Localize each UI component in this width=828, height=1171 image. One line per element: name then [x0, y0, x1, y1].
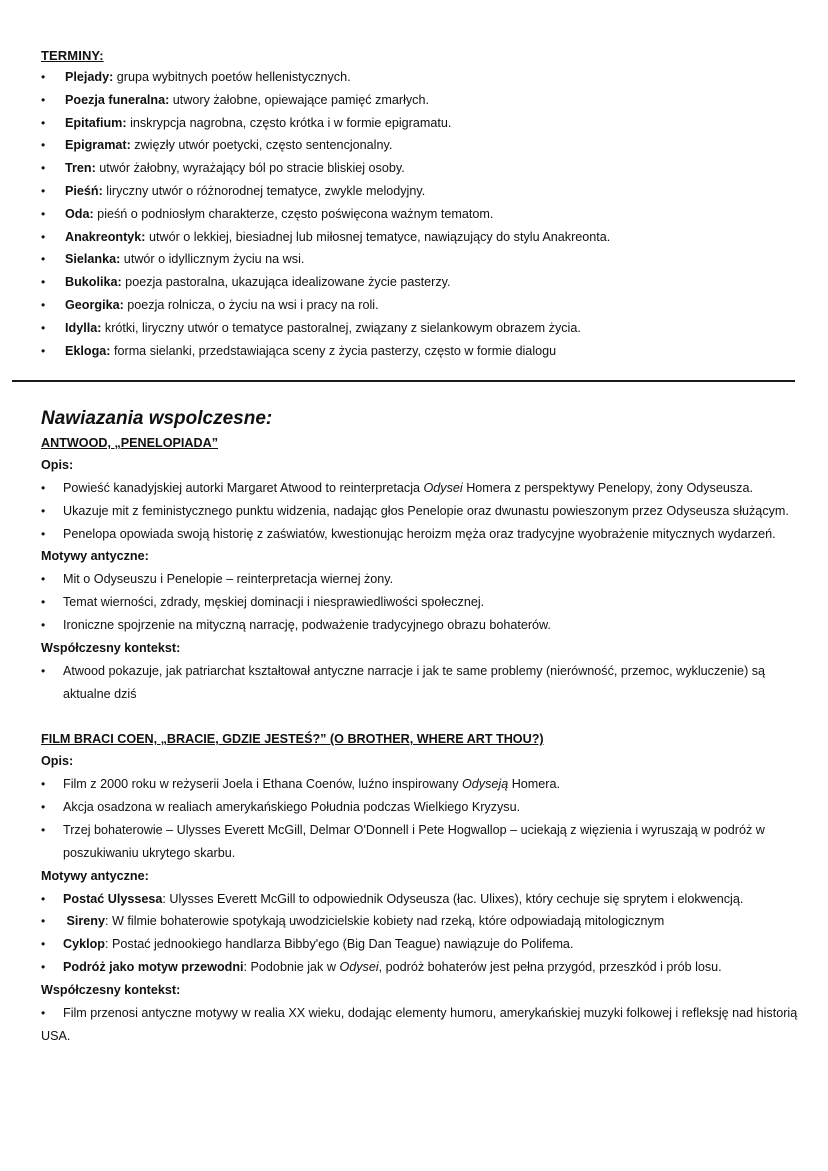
term-definition: utwory żałobne, opiewające pamięć zmarłych. — [169, 92, 429, 107]
item-text: Film z 2000 roku w reżyserii Joela i Ethana Coenów, luźno inspirowany — [63, 777, 462, 792]
term-definition: utwór żałobny, wyrażający ból po stracie bliskiej osoby. — [95, 161, 405, 176]
item-term: Podróż jako motyw przewodni — [63, 959, 244, 974]
bullet-icon: • — [41, 503, 46, 518]
penelopiada-motywy-label: Motywy antyczne: — [41, 549, 149, 564]
term-item — [41, 294, 811, 317]
term-name: Poezja funeralna: — [65, 92, 170, 107]
bullet-icon: • — [41, 138, 46, 153]
spacer — [41, 705, 811, 728]
item-text: Powieść kanadyjskiej autorki Margaret Atwood to reinterpretacja — [63, 481, 424, 495]
penelopiada-kontekst-label: Współczesny kontekst: — [41, 640, 181, 655]
item-text: Homera z perspektywy Penelopy, żony Odyseusza. — [462, 481, 753, 495]
term-item — [41, 157, 811, 180]
bullet-icon: • — [41, 183, 46, 198]
film-kontekst-list — [41, 1002, 811, 1048]
item-emphasis: Odyseją — [462, 777, 509, 792]
modern-references-heading: Nawiazania wspolczesne: — [41, 408, 273, 429]
item-text: , podróż bohaterów jest pełna przygód, przeszkód i prób losu. — [378, 959, 722, 974]
list-item — [41, 773, 811, 796]
list-item — [41, 819, 811, 865]
film-opis-list — [41, 773, 811, 864]
bullet-icon: • — [41, 115, 46, 130]
term-name: Ekloga: — [65, 343, 111, 358]
term-item — [41, 226, 811, 249]
term-name: Plejady: — [65, 70, 114, 84]
term-item — [41, 271, 811, 294]
terms-section — [41, 47, 811, 362]
term-definition: pieśń o podniosłym charakterze, często poświęcona ważnym tematom. — [93, 206, 494, 221]
bullet-icon: • — [41, 617, 46, 632]
terms-heading: TERMINY: — [41, 48, 104, 63]
term-name: Idylla: — [65, 320, 102, 335]
item-term: Postać Ulyssesa — [63, 891, 163, 906]
term-definition: poezja pastoralna, ukazująca idealizowane życie pasterzy. — [121, 275, 451, 290]
penelopiada-opis-label: Opis: — [41, 458, 74, 472]
penelopiada-opis-list — [41, 477, 811, 545]
film-motywy-list — [41, 888, 811, 979]
bullet-icon: • — [41, 914, 46, 929]
term-definition: zwięzły utwór poetycki, często sentencjonalny. — [130, 138, 393, 153]
penelopiada-title: ANTWOOD, „PENELOPIADA” — [41, 436, 219, 450]
list-item — [41, 888, 811, 911]
bullet-icon: • — [41, 526, 46, 541]
item-text: Ukazuje mit z feministycznego punktu widzenia, nadając głos Penelopie oraz dwunastu powieszonym przez Odyseusza służącym. — [63, 503, 789, 518]
item-term: Sireny — [66, 914, 106, 929]
term-definition: grupa wybitnych poetów hellenistycznych. — [113, 70, 351, 84]
item-text: Mit o Odyseuszu i Penelopie – reinterpretacja wiernej żony. — [63, 572, 394, 587]
term-item — [41, 248, 811, 271]
film-motywy-label: Motywy antyczne: — [41, 868, 149, 883]
list-item — [41, 1002, 811, 1048]
term-item — [41, 180, 811, 203]
list-item — [41, 568, 811, 591]
list-item — [41, 910, 811, 933]
item-emphasis: Odysei — [339, 959, 379, 974]
term-item — [41, 89, 811, 112]
bullet-icon: • — [41, 275, 46, 290]
term-name: Oda: — [65, 206, 94, 221]
bullet-icon: • — [41, 343, 46, 358]
term-item — [41, 340, 811, 363]
bullet-icon: • — [41, 1005, 46, 1020]
item-text: Ironiczne spojrzenie na mityczną narrację, podważenie tradycyjnego obrazu bohaterów. — [63, 617, 551, 632]
bullet-icon: • — [41, 959, 46, 974]
list-item — [41, 591, 811, 614]
bullet-icon: • — [41, 937, 46, 952]
bullet-icon: • — [41, 572, 46, 587]
list-item — [41, 956, 811, 979]
item-text: Atwood pokazuje, jak patriarchat kształtował antyczne narracje i jak te same problemy (nierówność, przemoc, wykluczenie) są aktualne dziś — [63, 663, 766, 701]
terms-list — [41, 66, 811, 362]
item-text: Homera. — [508, 777, 560, 792]
item-text: Trzej bohaterowie – Ulysses Everett McGill, Delmar O'Donnell i Pete Hogwallop – uciekają z więzienia i wyruszają w podróż w poszukiwaniu ukrytego skarbu. — [63, 822, 765, 860]
list-item — [41, 933, 811, 956]
bullet-icon: • — [41, 481, 46, 495]
list-item — [41, 523, 811, 546]
term-item — [41, 203, 811, 226]
term-item — [41, 317, 811, 340]
bullet-icon: • — [41, 595, 46, 610]
list-item — [41, 796, 811, 819]
item-text: : W filmie bohaterowie spotykają uwodzicielskie kobiety nad rzeką, które odpowiadają mitologicznym — [105, 914, 665, 929]
term-item — [41, 112, 811, 135]
bullet-icon: • — [41, 229, 46, 244]
item-text: : Postać jednookiego handlarza Bibby'ego (Big Dan Teague) nawiązuje do Polifema. — [105, 937, 574, 952]
term-definition: krótki, liryczny utwór o tematyce pastoralnej, związany z sielankowym obrazem życia. — [101, 320, 581, 335]
bullet-icon: • — [41, 663, 46, 678]
list-item — [41, 500, 811, 523]
bullet-icon: • — [41, 320, 46, 335]
item-text: Penelopa opowiada swoją historię z zaświatów, kwestionując heroizm męża oraz tradycyjne wyobrażenie mitycznych wydarzeń. — [63, 526, 776, 541]
bullet-icon: • — [41, 297, 46, 312]
list-item — [41, 660, 811, 706]
bullet-icon: • — [41, 92, 46, 107]
penelopiada-kontekst-list — [41, 660, 811, 706]
bullet-icon: • — [41, 252, 46, 267]
item-text: Akcja osadzona w realiach amerykańskiego Południa podczas Wielkiego Kryzysu. — [63, 800, 521, 815]
term-name: Epigramat: — [65, 138, 131, 153]
term-definition: utwór o lekkiej, biesiadnej lub miłosnej tematyce, nawiązujący do stylu Anakreonta. — [145, 229, 611, 244]
item-text: Temat wierności, zdrady, męskiej dominacji i niesprawiedliwości społecznej. — [63, 595, 485, 610]
film-kontekst-label: Współczesny kontekst: — [41, 982, 181, 997]
term-definition: poezja rolnicza, o życiu na wsi i pracy na roli. — [123, 297, 379, 312]
modern-references-section — [41, 407, 811, 1047]
term-definition: utwór o idyllicznym życiu na wsi. — [120, 252, 305, 267]
list-item — [41, 614, 811, 637]
list-item — [41, 477, 811, 500]
term-name: Pieśń: — [65, 183, 103, 198]
term-item — [41, 134, 811, 157]
bullet-icon: • — [41, 777, 46, 792]
term-name: Anakreontyk: — [65, 229, 146, 244]
bullet-icon: • — [41, 70, 46, 84]
term-name: Epitafium: — [65, 115, 127, 130]
item-term: Cyklop — [63, 937, 105, 952]
bullet-icon: • — [41, 206, 46, 221]
term-definition: liryczny utwór o różnorodnej tematyce, zwykle melodyjny. — [102, 183, 426, 198]
bullet-icon: • — [41, 161, 46, 176]
term-item — [41, 66, 811, 89]
item-emphasis: Odysei — [423, 481, 463, 495]
term-name: Sielanka: — [65, 252, 121, 267]
section-divider — [12, 380, 795, 382]
item-text: : Ulysses Everett McGill to odpowiednik Odyseusza (łac. Ulixes), który cechuje się sprytem i elokwencją. — [162, 891, 744, 906]
term-definition: inskrypcja nagrobna, często krótka i w formie epigramatu. — [126, 115, 452, 130]
film-opis-label: Opis: — [41, 754, 74, 769]
term-name: Bukolika: — [65, 275, 122, 290]
term-name: Georgika: — [65, 297, 124, 312]
term-name: Tren: — [65, 161, 96, 176]
bullet-icon: • — [41, 800, 46, 815]
item-text: Film przenosi antyczne motywy w realia XX wieku, dodając elementy humoru, amerykańskiej muzyki folkowej i refleksję nad historią USA. — [41, 1005, 798, 1043]
bullet-icon: • — [41, 891, 46, 906]
film-title: FILM BRACI COEN, „BRACIE, GDZIE JESTEŚ?” (O BROTHER, WHERE ART THOU?) — [41, 732, 544, 747]
item-text: : Podobnie jak w — [243, 959, 340, 974]
penelopiada-motywy-list — [41, 568, 811, 636]
term-definition: forma sielanki, przedstawiająca sceny z życia pasterzy, często w formie dialogu — [110, 343, 557, 358]
bullet-icon: • — [41, 822, 46, 837]
